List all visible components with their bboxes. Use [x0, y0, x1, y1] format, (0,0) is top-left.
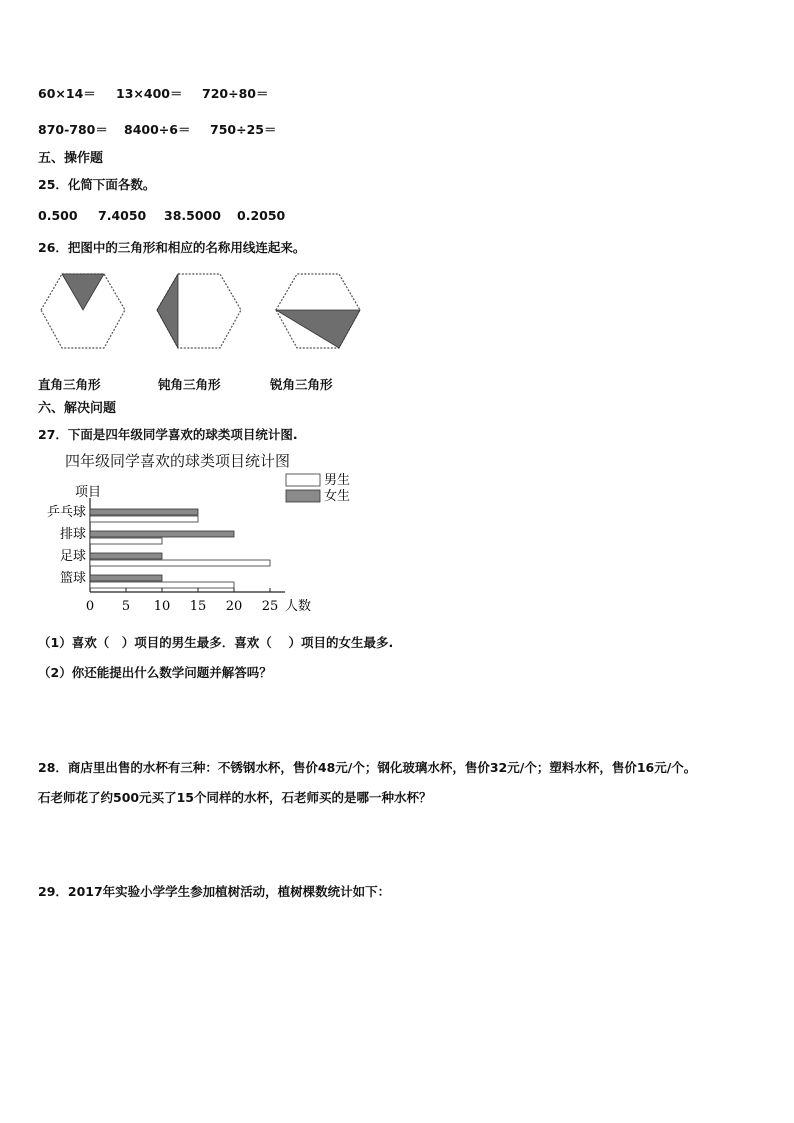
bar-boy: [90, 538, 162, 544]
question-25: 25．化简下面各数。: [38, 177, 156, 192]
calc-item: 60×14＝: [38, 86, 96, 101]
legend-swatch-boy: [286, 474, 320, 486]
x-tick-label: 20: [225, 599, 243, 614]
category-label: 足球: [59, 549, 86, 564]
bar-boy: [90, 516, 198, 522]
x-tick-label: 0: [85, 599, 95, 614]
category-label: 篮球: [59, 571, 86, 586]
triangle-label: 直角三角形: [38, 377, 101, 392]
calc-item: 720÷80＝: [202, 86, 269, 101]
calc-item: 13×400＝: [116, 86, 183, 101]
hexagon-acute-triangle: [276, 274, 360, 348]
x-tick-label: 5: [121, 599, 131, 614]
bar-chart: [30, 470, 370, 620]
x-tick-label: 10: [153, 599, 171, 614]
bar-girl: [90, 575, 162, 581]
section-heading: 六、解决问题: [38, 401, 117, 416]
x-tick-label: 25: [261, 599, 279, 614]
hexagon-figures: [0, 268, 794, 368]
hexagon-right-triangle: [41, 274, 125, 348]
calc-item: 870-780＝: [38, 122, 108, 137]
decimal-number: 7.4050: [98, 208, 147, 223]
category-label: 乒乓球: [46, 505, 86, 520]
question-29: 29．2017年实验小学学生参加植树活动，植树棵数统计如下：: [38, 884, 391, 899]
decimal-number: 0.2050: [237, 208, 286, 223]
bar-boy: [90, 560, 270, 566]
chart-title: 四年级同学喜欢的球类项目统计图: [65, 452, 291, 470]
question-27-part-2: （2）你还能提出什么数学问题并解答吗？: [38, 665, 272, 680]
bar-girl: [90, 531, 234, 537]
decimal-number: 38.5000: [164, 208, 221, 223]
triangle-label: 钝角三角形: [158, 377, 221, 392]
y-axis-label: 项目: [75, 485, 102, 500]
legend-label-girl: 女生: [324, 489, 351, 504]
question-27-part-1: （1）喜欢（ ）项目的男生最多．喜欢（ ）项目的女生最多.: [38, 635, 394, 650]
calc-item: 8400÷6＝: [124, 122, 191, 137]
decimal-number: 0.500: [38, 208, 78, 223]
bar-girl: [90, 509, 198, 515]
x-axis-label: 人数: [285, 599, 312, 614]
question-28-line-1: 28．商店里出售的水杯有三种：不锈钢水杯，售价48元/个；钢化玻璃水杯，售价32元/个；塑料水杯，售价16元/个。: [38, 760, 697, 775]
legend-swatch-girl: [286, 490, 320, 502]
question-26: 26．把图中的三角形和相应的名称用线连起来。: [38, 240, 306, 255]
hexagon-obtuse-triangle: [157, 274, 241, 348]
triangle-label: 锐角三角形: [270, 377, 333, 392]
question-28-line-2: 石老师花了约500元买了15个同样的水杯，石老师买的是哪一种水杯？: [38, 790, 432, 805]
bar-girl: [90, 553, 162, 559]
calc-item: 750÷25＝: [210, 122, 277, 137]
section-heading: 五、操作题: [38, 151, 104, 166]
question-27: 27．下面是四年级同学喜欢的球类项目统计图.: [38, 427, 298, 442]
bar-boy: [90, 582, 234, 588]
x-tick-label: 15: [189, 599, 207, 614]
category-label: 排球: [59, 527, 86, 542]
legend-label-boy: 男生: [324, 473, 351, 488]
